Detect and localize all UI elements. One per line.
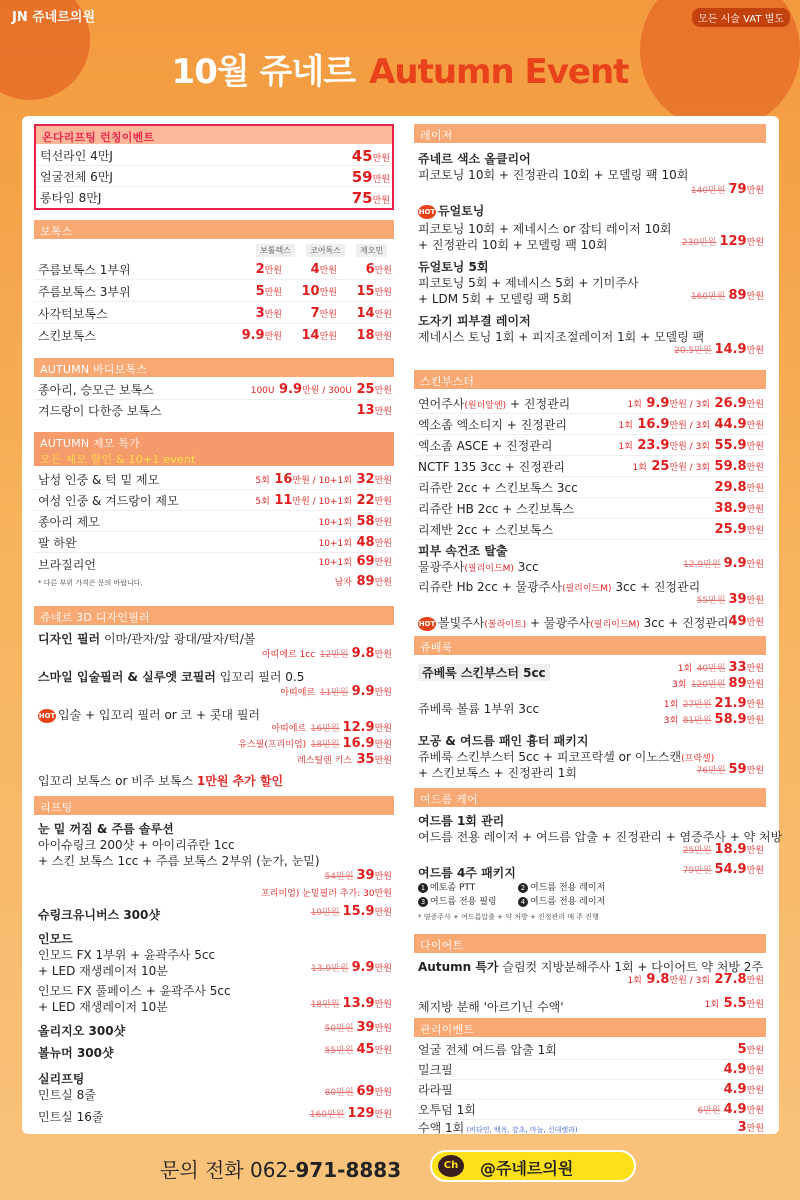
section-title: 쥬네르 3D 디자인필러	[34, 606, 394, 625]
item-name: 팔 하완	[38, 536, 77, 550]
item-name: 도자기 피부결 레이저	[418, 314, 531, 328]
hot-badge-icon: HOT	[38, 709, 56, 723]
item-name: 여성 인중 & 겨드랑이 제모	[38, 494, 179, 508]
body-botox-section: AUTUMN 바디보톡스 종아리, 승모근 보톡스 100U 9.9만원 / 300U 25만원 겨드랑이 다한증 보톡스 13만원	[34, 358, 394, 422]
column-header: 코어톡스	[306, 244, 345, 257]
item-name: 모공 & 여드름 패인 흉터 패키지	[418, 734, 589, 748]
price: 75	[351, 189, 373, 207]
item-name: 실리프팅	[38, 1072, 85, 1086]
item-name: 슈링크유니버스 300샷	[38, 908, 160, 922]
column-header: 보톨렉스	[256, 244, 295, 257]
item-name: 인모드	[38, 932, 73, 946]
skin-booster-section: 스킨부스터 연어주사(원더알엔) + 진정관리 1회 9.9만원 / 3회 26.9만원 엑소좀 엑소티지 + 진정관리 1회 16.9만원 / 3회 44.9만원 엑소좀 ASCE + 진정관리 1회 23.9만원 / 3회 55.9만원 NCTF 135 3cc + 진정관리 1회 25만원 / 3회 59.8만원 리쥬란 2cc + 스킨보톡스 3cc 29.8만원 리쥬란 HB 2cc + 스킨보톡스 38.9만원 리제반 2cc + 스킨보톡스 25.9만원 피부 속건조 탈출 물광주사(필리이드M) 3cc 12.9만원 9.9만원 리쥬란 Hb 2cc + 물광주사(필리이드M) 3cc + 진정관리 55만원 39만원 HOT 볼빛주사(볼라이트) + 물광주사(필리이드M) 3cc + 진정관리 49만원	[414, 370, 766, 630]
kakao-channel-label: @쥬네르의원	[480, 1159, 574, 1178]
section-title: 레이저	[414, 124, 766, 143]
diet-section: 다이어트 Autumn 특가 슬림컷 지방분해주사 1회 + 다이어트 약 처방 2주 1회 9.8만원 / 3회 27.8만원 체지방 분해 '아르기닌 수액' 1회 5.5만원	[414, 934, 766, 1018]
item-name: 밀크필	[418, 1063, 453, 1077]
price: 45	[351, 147, 373, 165]
item-name: 듀얼토닝 5회	[418, 260, 489, 274]
acne-section: 여드름 케어 여드름 1회 관리 여드름 전용 레이저 + 여드름 압출 + 진정관리 + 염증주사 + 약 처방 25만원 18.9만원 여드름 4주 패키지 79만원 54.9만원 1 에토좀 PTT 2 여드름 전용 레이저 3 여드름 전용 필링 4 여드름 전용 레이저 * 염증주사 + 여드름압출 + 약 처방 + 진정관리 매 주 진행	[414, 788, 766, 928]
item-name: HOT 듀얼토닝	[418, 204, 485, 218]
item-desc: 리쥬란 Hb 2cc + 물광주사(필리이드M) 3cc + 진정관리	[418, 580, 701, 594]
launch-section: 온다리프팅 런칭이벤트 턱선라인 4만J 45만원 얼굴전체 6만J 59만원 롱타임 8만J 75만원	[34, 124, 394, 210]
kakao-channel-button[interactable]	[430, 1150, 636, 1182]
item-name: 사각턱보톡스	[38, 307, 108, 321]
item-name: 라라필	[418, 1083, 453, 1097]
item-desc: + 진정관리 10회 + 모델링 팩 10회	[418, 238, 608, 252]
care-event-section: 관리이벤트 얼굴 전체 여드름 압출 1회 5만원 밀크필 4.9만원 라라필 4.9만원 오투덤 1회 6만원 4.9만원 수액 1회 (비타민, 백옥, 감초, 마늘, 신데렐라) 3만원	[414, 1018, 766, 1134]
section-title: 스킨부스터	[414, 370, 766, 389]
item-desc: 인모드 FX 1부위 + 윤곽주사 5cc	[38, 948, 216, 962]
item-name: 쥬네르 색소 올클리어	[418, 152, 531, 166]
item-name: 여드름 1회 관리	[418, 814, 505, 828]
filler-section: 쥬네르 3D 디자인필러 디자인 필러 이마/관자/앞 광대/팔자/턱/볼 아띠에르 1cc 12만원 9.8만원 스마일 입술필러 & 실루엣 코필러 입꼬리 필러 0.5 아띠에르 11만원 9.9만원 HOT 입술 + 입꼬리 필러 or 코 + 콧대 필러 아띠에르 16만원 12.9만원 유스필(프리미엄) 18만원 16.9만원 레스틸렌 키스 35만원 입꼬리 보톡스 or 비주 보톡스 1만원 추가 할인	[34, 606, 394, 786]
note: 프리미엄) 눈밑필러 추가: 30만원	[261, 889, 392, 899]
lifting-section: 리프팅 눈 밑 꺼짐 & 주름 솔루션 아이슈링크 200샷 + 아이리쥬란 1cc + 스킨 보톡스 1cc + 주름 보톡스 2부위 (눈가, 눈밑) 54만원 39만원 프리미엄) 눈밑필러 추가: 30만원 슈링크유니버스 300샷 19만원 15.9만원 인모드 인모드 FX 1부위 + 윤곽주사 5cc + LED 재생레이저 10분 13.9만원 9.9만원 인모드 FX 풀페이스 + 윤곽주사 5cc + LED 재생레이저 10분 18만원 13.9만원 올리지오 300샷 50만원 39만원 볼뉴머 300샷 55만원 45만원 실리프팅 민트실 8줄 80만원 69만원 민트실 16줄 160만원 129만원	[34, 796, 394, 1136]
item-desc: 물광주사(필리이드M) 3cc	[418, 560, 539, 574]
price-card	[22, 116, 783, 1135]
item-desc: 쥬베룩 스킨부스터 5cc + 피코프락셀 or 이노스캔(프락셀)	[418, 750, 715, 764]
item-name: 리제반 2cc + 스킨보톡스	[418, 523, 554, 537]
section-title: AUTUMN 바디보톡스	[34, 358, 394, 377]
vat-badge: 모든 시술 VAT 별도	[692, 8, 790, 27]
item-name: 엑소좀 엑소티지 + 진정관리	[418, 418, 568, 432]
item-name: 얼굴전체 6만J	[40, 170, 113, 184]
item-name: 피부 속건조 탈출	[418, 544, 508, 558]
section-title: 쥬베룩	[414, 636, 766, 655]
kakao-channel-icon: Ch	[438, 1155, 464, 1177]
item-name: 남성 인중 & 턱 밑 제모	[38, 473, 160, 487]
section-title: 보톡스	[34, 220, 394, 239]
item-name: 입꼬리 보톡스 or 비주 보톡스 1만원 추가 할인	[38, 774, 284, 788]
footer	[0, 1146, 800, 1186]
item-name: 롱타임 8만J	[40, 191, 102, 205]
botox-section: 보톡스 보톨렉스 코어톡스 제오민 주름보톡스 1부위 2만원 4만원 6만원 주름보톡스 3부위 5만원 10만원 15만원 사각턱보톡스 3만원 7만원 14만원 스킨보톡스 9.9만원 14만원 18만원	[34, 220, 394, 348]
hair-removal-section: AUTUMN 제모 특가 모든 제모 할인 & 10+1 event 남성 인중 & 턱 밑 제모 5회 16만원 / 10+1회 32만원 여성 인중 & 겨드랑이 제모 5회 11만원 / 10+1회 22만원 종아리 제모 10+1회 58만원 팔 하완 10+1회 48만원 브라질리언 10+1회 69만원 * 다른 부위 가격은 문의 바랍니다. 남자 89만원	[34, 432, 394, 600]
item-desc: HOT 볼빛주사(볼라이트) + 물광주사(필리이드M) 3cc + 진정관리	[418, 616, 729, 630]
item-name: 여드름 4주 패키지	[418, 866, 516, 880]
item-desc: 아이슈링크 200샷 + 아이리쥬란 1cc	[38, 838, 235, 852]
item-desc: 피코토닝 10회 + 진정관리 10회 + 모델링 팩 10회	[418, 168, 689, 182]
hot-badge-icon: HOT	[418, 205, 436, 219]
item-name: 리쥬란 HB 2cc + 스킨보톡스	[418, 502, 575, 516]
item-name: 디자인 필러 이마/관자/앞 광대/팔자/턱/볼	[38, 632, 256, 646]
package-item: 2 여드름 전용 레이저	[518, 880, 605, 893]
column-header: 제오민	[356, 244, 387, 257]
section-title: 리프팅	[34, 796, 394, 815]
header	[0, 0, 800, 118]
item-desc: 민트실 8줄	[38, 1088, 96, 1102]
item-name: 오투덤 1회	[418, 1103, 476, 1117]
package-item: 3 여드름 전용 필링	[418, 894, 497, 907]
item-desc: + LDM 5회 + 모델링 팩 5회	[418, 292, 573, 306]
hot-badge-icon: HOT	[418, 617, 436, 631]
item-name: 스마일 입술필러 & 실루엣 코필러 입꼬리 필러 0.5	[38, 670, 305, 684]
item-desc: + LED 재생레이저 10분	[38, 964, 168, 978]
item-name: 턱선라인 4만J	[40, 149, 113, 163]
item-name: 종아리, 승모근 보톡스	[38, 383, 154, 397]
item-name: 볼뉴머 300샷	[38, 1046, 114, 1060]
note: * 염증주사 + 여드름압출 + 약 처방 + 진정관리 매 주 진행	[418, 913, 599, 921]
item-desc: + LED 재생레이저 10분	[38, 1000, 168, 1014]
item-desc: 여드름 전용 레이저 + 여드름 압출 + 진정관리 + 염증주사 + 약 처방	[418, 830, 783, 844]
item-desc: 제네시스 토닝 1회 + 피지조절레이저 1회 + 모델링 팩	[418, 330, 705, 344]
item-name: 종아리 제모	[38, 515, 100, 529]
item-name: 체지방 분해 '아르기닌 수액'	[418, 1000, 564, 1014]
laser-section: 레이저 쥬네르 색소 올클리어 피코토닝 10회 + 진정관리 10회 + 모델링 팩 10회 140만원 79만원 HOT 듀얼토닝 피코토닝 10회 + 제네시스 or 잡티 레이저 10회 + 진정관리 10회 + 모델링 팩 10회 230만원 129만원 듀얼토닝 5회 피코토닝 5회 + 제네시스 5회 + 기미주사 + LDM 5회 + 모델링 팩 5회 160만원 89만원 도자기 피부결 레이저 제네시스 토닝 1회 + 피지조절레이저 1회 + 모델링 팩 20.5만원 14.9만원	[414, 124, 766, 360]
section-title: 여드름 케어	[414, 788, 766, 807]
item-name: 주름보톡스 1부위	[38, 263, 131, 277]
item-name: 리쥬란 2cc + 스킨보톡스 3cc	[418, 481, 578, 495]
item-desc: 피코토닝 5회 + 제네시스 5회 + 기미주사	[418, 276, 639, 290]
phone-number[interactable]: 문의 전화 062-971-8883	[160, 1158, 402, 1182]
item-name: 올리지오 300샷	[38, 1024, 126, 1038]
item-desc: + 스킨 보톡스 1cc + 주름 보톡스 2부위 (눈가, 눈밑)	[38, 854, 320, 868]
item-name: Autumn 특가 슬림컷 지방분해주사 1회 + 다이어트 약 처방 2주	[418, 960, 764, 974]
item-desc: + 스킨보톡스 + 진정관리 1회	[418, 766, 577, 780]
brand-logo: JN 쥬네르의원	[12, 10, 96, 25]
page-title: 10월 쥬네르 Autumn Event	[171, 52, 629, 92]
price: 59	[351, 168, 373, 186]
item-name: 쥬베룩 볼륨 1부위 3cc	[418, 702, 540, 716]
item-desc: 민트실 16줄	[38, 1110, 104, 1124]
item-name: 쥬베룩 스킨부스터 5cc	[418, 664, 550, 681]
section-title: 온다리프팅 런칭이벤트	[36, 126, 392, 144]
item-name: NCTF 135 3cc + 진정관리	[418, 460, 566, 474]
item-name: 얼굴 전체 여드름 압출 1회	[418, 1043, 557, 1057]
item-desc: 인모드 FX 풀페이스 + 윤곽주사 5cc	[38, 984, 231, 998]
note: * 다른 부위 가격은 문의 바랍니다.	[38, 579, 143, 587]
item-name: 눈 밑 꺼짐 & 주름 솔루션	[38, 822, 174, 836]
juvelook-section: 쥬베룩 쥬베룩 스킨부스터 5cc 1회 40만원 33만원 3회 120만원 89만원 쥬베룩 볼륨 1부위 3cc 1회 27만원 21.9만원 3회 81만원 58.9만원 모공 & 여드름 패인 흉터 패키지 쥬베룩 스킨부스터 5cc + 피코프락셀 or 이노스캔(프락셀) + 스킨보톡스 + 진정관리 1회 76만원 59만원	[414, 636, 766, 786]
item-name: 겨드랑이 다한증 보톡스	[38, 404, 162, 418]
package-item: 4 여드름 전용 레이저	[518, 894, 605, 907]
item-name: 주름보톡스 3부위	[38, 285, 131, 299]
item-name: HOT 입술 + 입꼬리 필러 or 코 + 콧대 필러	[38, 708, 261, 722]
item-name: 브라질리언	[38, 558, 96, 572]
package-item: 1 에토좀 PTT	[418, 880, 475, 893]
item-name: 스킨보톡스	[38, 329, 96, 343]
item-desc: 피코토닝 10회 + 제네시스 or 잡티 레이저 10회	[418, 222, 672, 236]
section-title: 다이어트	[414, 934, 766, 953]
item-name: 엑소좀 ASCE + 진정관리	[418, 439, 553, 453]
section-title: 관리이벤트	[414, 1018, 766, 1037]
section-title: AUTUMN 제모 특가 모든 제모 할인 & 10+1 event	[34, 432, 394, 466]
